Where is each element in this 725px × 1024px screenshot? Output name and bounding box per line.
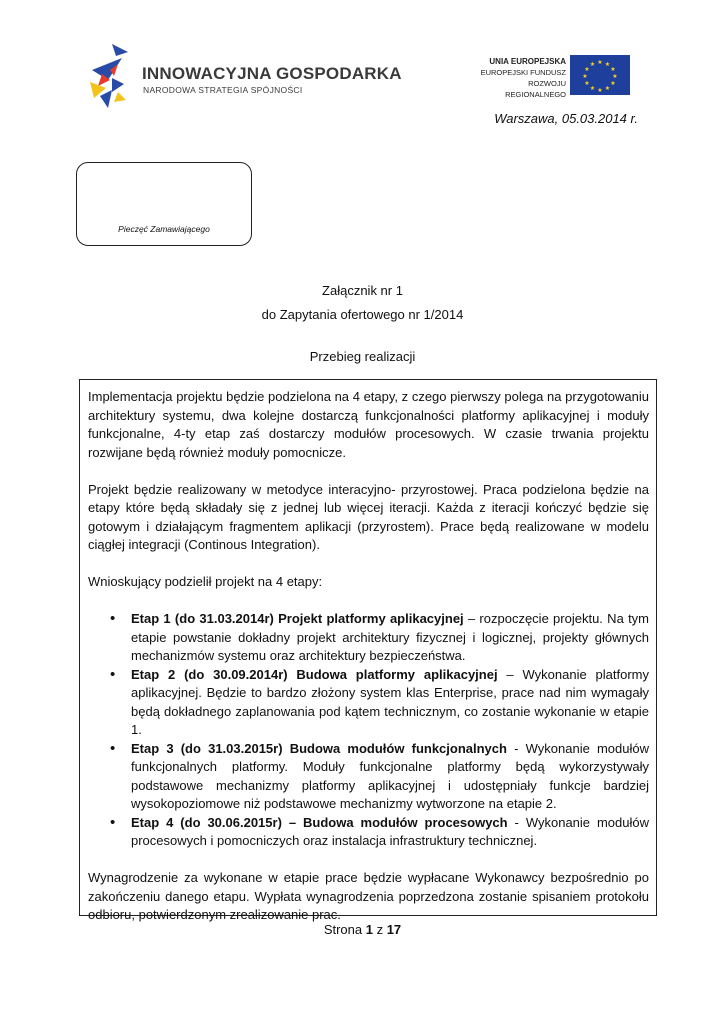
- eu-logo-line2: EUROPEJSKI FUNDUSZ: [480, 68, 566, 77]
- eu-logo-line1: UNIA EUROPEJSKA: [489, 57, 566, 66]
- page-number-middle: z: [372, 922, 387, 937]
- svg-text:★: ★: [582, 73, 588, 80]
- eu-logo-line3: ROZWOJU REGIONALNEGO: [505, 79, 566, 99]
- svg-text:★: ★: [589, 85, 596, 92]
- svg-text:★: ★: [604, 61, 611, 68]
- list-item: [88, 814, 649, 851]
- stamp-box: [76, 162, 252, 246]
- page-number: [0, 922, 725, 937]
- stage-title: Etap 1 (do 31.03.2014r) Projekt platformy aplikacyjnej: [131, 611, 464, 626]
- page-number-prefix: Strona: [323, 922, 366, 937]
- paragraph-methodology: Projekt będzie realizowany w metodyce interacyjno- przyrostowej. Praca podzielona będzie na etapy które będą składały się z jednej lub więcej iteracji. Każda z iteracji kończyć będzie się gotowym i działającym fragmentem aplikacji (przyrostem). Prace będą realizowane w modelu ciągłej integracji (Continous Integration).: [88, 481, 649, 552]
- paragraph-stages-intro: Wnioskujący podzielił projekt na 4 etapy:: [88, 574, 323, 589]
- svg-text:★: ★: [610, 66, 616, 73]
- eu-logo: [470, 52, 630, 100]
- page-number-total: 17: [386, 922, 402, 937]
- stage-title: Etap 2 (do 30.09.2014r) Budowa platformy aplikacyjnej: [131, 666, 498, 682]
- paragraph-intro: Implementacja projektu będzie podzielona na 4 etapy, z czego pierwszy polega na przygotowaniu architektury systemu, dwa kolejne dostarczą funkcjonalności platformy aplikacyjnej i moduły funkcjonalne, 4-ty etap zaś dostarczy modułów procesowych. W czasie trwania projektu rozwijane będą również moduły pomocnicze.: [88, 389, 649, 460]
- stage-description: – Wykonanie platformy aplikacyjnej. Będzie to bardzo złożony system klas Enterprise, prace nad nim wymagały będą dokładnego zaplanowania pod kątem technicznym, co zostanie wykonanie w etapie 1.: [131, 666, 649, 737]
- logo-subtitle: NARODOWA STRATEGIA SPÓJNOŚCI: [143, 85, 303, 95]
- stage-title: Etap 4 (do 30.06.2015r) – Budowa modułów procesowych: [131, 814, 508, 830]
- inquiry-title: do Zapytania ofertowego nr 1/2014: [261, 307, 464, 322]
- list-item: [88, 740, 649, 814]
- stage-description: – rozpoczęcie projektu. Na tym etapie powstanie dokładny projekt architektury fizycznej i logicznej, projekty głównych mechanizmów systemu oraz architektury bezpieczeństwa.: [131, 611, 650, 663]
- innovative-economy-logo: [88, 40, 402, 112]
- stamp-label: Pieczęć Zamawiającego: [118, 224, 210, 234]
- page-number-current: 1: [365, 922, 373, 937]
- svg-text:★: ★: [604, 85, 611, 92]
- stage-title: Etap 3 (do 31.03.2015r) Budowa modułów funkcjonalnych: [131, 740, 507, 756]
- logo-title: INNOWACYJNA GOSPODARKA: [142, 64, 402, 83]
- eu-flag-icon: [570, 55, 630, 95]
- innovative-economy-emblem-icon: [88, 40, 138, 112]
- stage-description: - Wykonanie modułów procesowych i pomocniczych oraz instalacja infrastruktury technicznej.: [131, 814, 649, 848]
- svg-text:★: ★: [612, 73, 618, 80]
- svg-text:★: ★: [584, 66, 590, 73]
- svg-text:★: ★: [610, 80, 616, 87]
- svg-text:★: ★: [589, 61, 596, 68]
- page-header: [0, 0, 725, 110]
- svg-text:★: ★: [597, 87, 603, 94]
- attachment-title: Załącznik nr 1: [322, 283, 403, 298]
- stage-list: [88, 610, 649, 851]
- list-item: [88, 610, 649, 666]
- document-date: Warszawa, 05.03.2014 r.: [494, 111, 638, 126]
- list-item: [88, 666, 649, 740]
- svg-text:★: ★: [584, 80, 590, 87]
- paragraph-payment: Wynagrodzenie za wykonane w etapie prace będzie wypłacane Wykonawcy bezpośrednio po zakończeniu danego etapu. Wypłata wynagrodzenia poprzedzona zostanie spisaniem protokołu odbioru, potwierdzonym zrealizowanie prac.: [88, 870, 649, 922]
- svg-text:★: ★: [597, 59, 603, 66]
- content-box: [79, 379, 657, 922]
- section-title: Przebieg realizacji: [309, 349, 416, 364]
- stage-description: - Wykonanie modułów funkcjonalnych platformy. Moduły funkcjonalne platformy będą wykorzystywały podstawowe mechanizmy platformy aplikacyjnej i udostępniały funkcje bardziej wysokopoziomowe niż podstawowe mechanizmy wytworzone na etapie 2.: [131, 740, 649, 811]
- eu-logo-text: [470, 56, 566, 100]
